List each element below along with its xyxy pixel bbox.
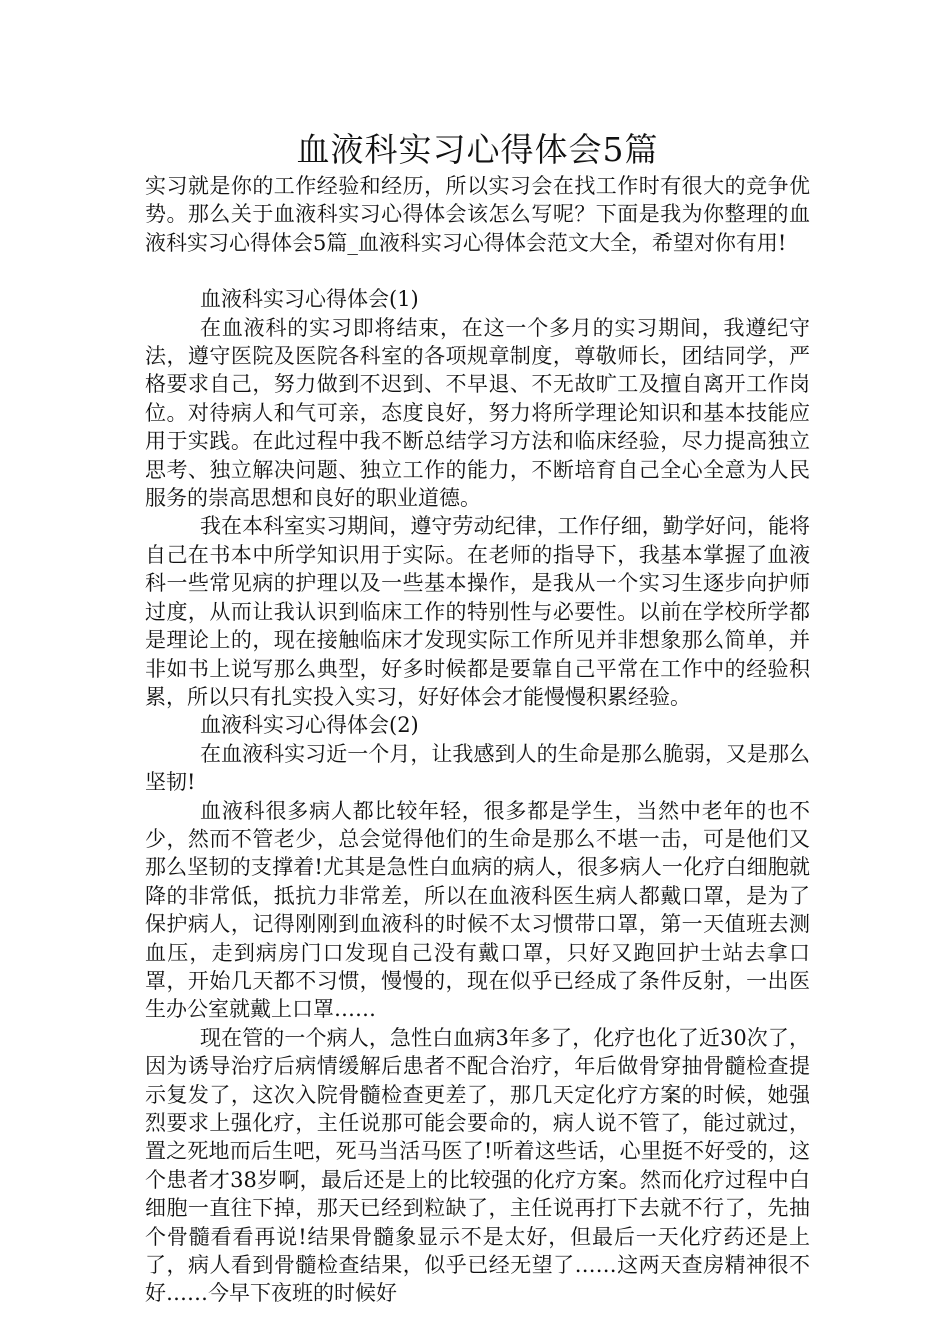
body-paragraph: 在血液科的实习即将结束，在这一个多月的实习期间，我遵纪守法，遵守医院及医院各科室的各项规章制度，尊敬师长，团结同学，严格要求自己，努力做到不迟到、不早退、不无故旷工及擅自离开工作岗位。对待病人和气可亲，态度良好，努力将所学理论知识和基本技能应用于实践。在此过程中我不断总结学习方法和临床经验，尽力提高独立思考、独立解决问题、独立工作的能力，不断培育自己全心全意为人民服务的崇高思想和良好的职业道德。 bbox=[145, 315, 810, 511]
section-1 bbox=[145, 285, 810, 711]
body-paragraph: 我在本科室实习期间，遵守劳动纪律，工作仔细，勤学好问，能将自己在书本中所学知识用于实际。在老师的指导下，我基本掌握了血液科一些常见病的护理以及一些基本操作，是我从一个实习生逐步向护师过度，从而让我认识到临床工作的特别性与必要性。以前在学校所学都是理论上的，现在接触临床才发现实际工作所见并非想象那么简单，并非如书上说写那么典型，好多时候都是要靠自己平常在工作中的经验积累，所以只有扎实投入实习，好好体会才能慢慢积累经验。 bbox=[145, 514, 810, 709]
body-paragraph: 在血液科实习近一个月，让我感到人的生命是那么脆弱，又是那么坚韧! bbox=[145, 741, 810, 795]
document-page bbox=[145, 128, 810, 1308]
section-heading: 血液科实习心得体会(2) bbox=[200, 713, 419, 738]
section-2 bbox=[145, 711, 810, 1308]
body-paragraph: 血液科很多病人都比较年轻，很多都是学生，当然中老年的也不少，然而不管老少，总会觉得他们的生命是那么不堪一击，可是他们又那么坚韧的支撑着!尤其是急性白血病的病人，很多病人一化疗白细胞就降的非常低，抵抗力非常差，所以在血液科医生病人都戴口罩，是为了保护病人，记得刚刚到血液科的时候不太习惯带口罩，第一天值班去测血压，走到病房门口发现自己没有戴口罩，只好又跑回护士站去拿口罩，开始几天都不习惯，慢慢的，现在似乎已经成了条件反射，一出医生办公室就戴上口罩…… bbox=[145, 798, 810, 1022]
blank-line bbox=[145, 257, 810, 285]
section-heading: 血液科实习心得体会(1) bbox=[200, 287, 419, 312]
body-paragraph: 现在管的一个病人，急性白血病3年多了，化疗也化了近30次了，因为诱导治疗后病情缓解后患者不配合治疗，年后做骨穿抽骨髓检查提示复发了，这次入院骨髓检查更差了，那几天定化疗方案的时候，她强烈要求上强化疗，主任说那可能会要命的，病人说不管了，能过就过，置之死地而后生吧，死马当活马医了!听着这些话，心里挺不好受的，这个患者才38岁啊，最后还是上的比较强的化疗方案。然而化疗过程中白细胞一直往下掉，那天已经到粒缺了，主任说再打下去就不行了，先抽个骨髓看看再说!结果骨髓象显示不是太好，但最后一天化疗药还是上了，病人看到骨髓检查结果，似乎已经无望了……这两天查房精神很不好……今早下夜班的时候好 bbox=[145, 1025, 810, 1306]
intro-paragraph: 实习就是你的工作经验和经历，所以实习会在找工作时有很大的竞争优势。那么关于血液科实习心得体会该怎么写呢？下面是我为你整理的血液科实习心得体会5篇_血液科实习心得体会范文大全，希望对你有用! bbox=[145, 174, 810, 255]
document-title: 血液科实习心得体会5篇 bbox=[296, 130, 659, 169]
